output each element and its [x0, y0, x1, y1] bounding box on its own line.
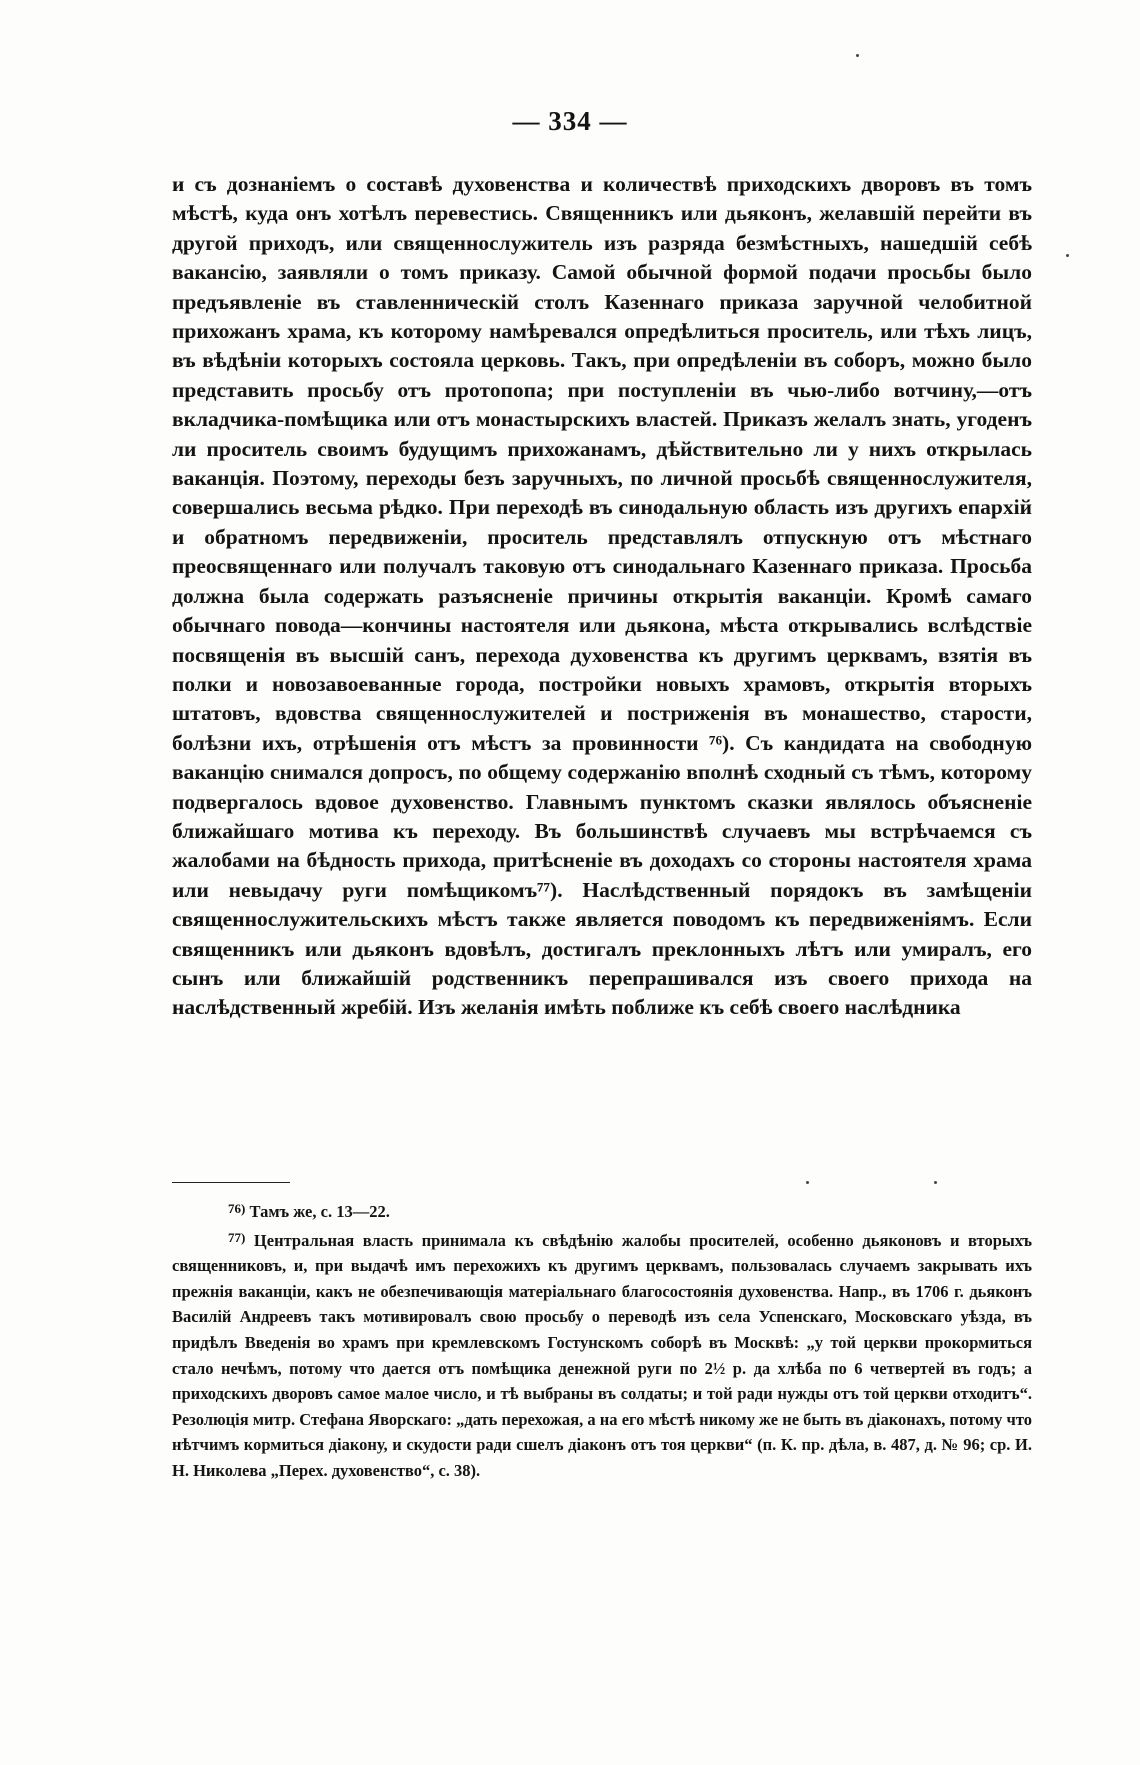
- scan-speck: [856, 54, 859, 57]
- footnote-text: Центральная власть принимала къ свѣдѣнію жалобы просителей, особенно дьяконовъ и вторыхъ священниковъ, и, при выдачѣ имъ перехожихъ къ другимъ церквамъ, пользовалась случаемъ закрывать ихъ прежнія ваканціи, какъ не обезпечивающія матеріальнаго благосостоянія духовенства. Напр., въ 1706 г. дьяконъ Василій Андреевъ такъ мотивировалъ свою просьбу о переводѣ изъ села Успенскаго, Московскаго уѣзда, въ придѣлъ Введенія во храмъ при кремлевскомъ Гостунскомъ соборѣ въ Москвѣ: „у той церкви прокормиться стало нечѣмъ, потому что дается отъ помѣщика денежной руги по 2½ р. да хлѣба по 6 четвертей въ годъ; а приходскихъ дворовъ самое малое число, и тѣ выбраны въ солдаты; и той ради нужды отъ той церкви отходитъ“. Резолюція митр. Стефана Яворскаго: „дать перехожая, а на его мѣстѣ никому же не быть въ діаконахъ, потому что нѣтчимъ кормиться діакону, и скудости ради сшелъ діаконъ отъ тоя церкви“ (п. К. пр. дѣла, в. 487, д. № 96; ср. И. Н. Николева „Перех. духовенство“, с. 38).: [172, 1230, 1032, 1480]
- page-number: — 334 —: [512, 106, 628, 136]
- scan-speck: [934, 1181, 937, 1184]
- footnote-76: [172, 1196, 1032, 1225]
- footnote-77: [172, 1225, 1032, 1484]
- scan-speck: [1066, 254, 1069, 257]
- footnote-marker: 76): [228, 1201, 246, 1216]
- footnote-divider: [172, 1182, 290, 1183]
- scan-speck: [806, 1181, 809, 1184]
- footnote-marker: 77): [228, 1229, 246, 1245]
- footnotes: [172, 1196, 1032, 1484]
- main-paragraph: и съ дознаніемъ о составѣ духовенства и количествѣ приходскихъ дворовъ въ томъ мѣстѣ, куда онъ хотѣлъ перевестись. Священникъ или дьяконъ, желавшій перейти въ другой приходъ, или священнослужитель изъ разряда безмѣстныхъ, нашедшій себѣ вакансію, заявляли о томъ приказу. Самой обычной формой подачи просьбы было предъявленіе въ ставленническій столъ Казеннаго приказа заручной челобитной прихожанъ храма, къ которому намѣревался опредѣлиться проситель, или тѣхъ лицъ, въ вѣдѣніи которыхъ состояла церковь. Такъ, при опредѣленіи въ соборъ, можно было представить просьбу отъ протопопа; при поступленіи въ чью-либо вотчину,—отъ вкладчика-помѣщика или отъ монастырскихъ властей. Приказъ желалъ знать, угоденъ ли проситель своимъ будущимъ прихожанамъ, дѣйствительно ли у нихъ открылась ваканція. Поэтому, переходы безъ заручныхъ, по личной просьбѣ священнослужителя, совершались весьма рѣдко. При переходѣ въ синодальную область изъ другихъ епархій и обратномъ передвиженіи, проситель представлялъ отпускную отъ мѣстнаго преосвященнаго или получалъ таковую отъ синодальнаго Казеннаго приказа. Просьба должна была содержать разъясненіе причины открытія ваканціи. Кромѣ самаго обычнаго повода—кончины настоятеля или дьякона, мѣста открывались вслѣдствіе посвященія въ высшій санъ, перехода духовенства къ другимъ церквамъ, взятія въ полки и новозавоеванные города, постройки новыхъ храмовъ, открытія вторыхъ штатовъ, вдовства священнослужителей и постриженія въ монашество, старости, болѣзни ихъ, отрѣшенія отъ мѣстъ за провинности ⁷⁶). Съ кандидата на свободную ваканцію снимался допросъ, по общему содержанію вполнѣ сходный съ тѣмъ, которому подвергалось вдовое духовенство. Главнымъ пунктомъ сказки являлось объясненіе ближайшаго мотива къ переходу. Въ большинствѣ случаевъ мы встрѣчаемся съ жалобами на бѣдность прихода, притѣсненіе въ доходахъ со стороны настоятеля храма или невыдачу руги помѣщикомъ⁷⁷). Наслѣдственный порядокъ въ замѣщеніи священнослужительскихъ мѣстъ также является поводомъ къ передвиженіямъ. Если священникъ или дьяконъ вдовѣлъ, достигалъ преклонныхъ лѣтъ или умиралъ, его сынъ или ближайшій родственникъ перепрашивался изъ своего прихода на наслѣдственный жребій. Изъ желанія имѣть поближе къ себѣ своего наслѣдника: [172, 172, 1032, 1020]
- footnote-text: Тамъ же, с. 13—22.: [249, 1202, 390, 1221]
